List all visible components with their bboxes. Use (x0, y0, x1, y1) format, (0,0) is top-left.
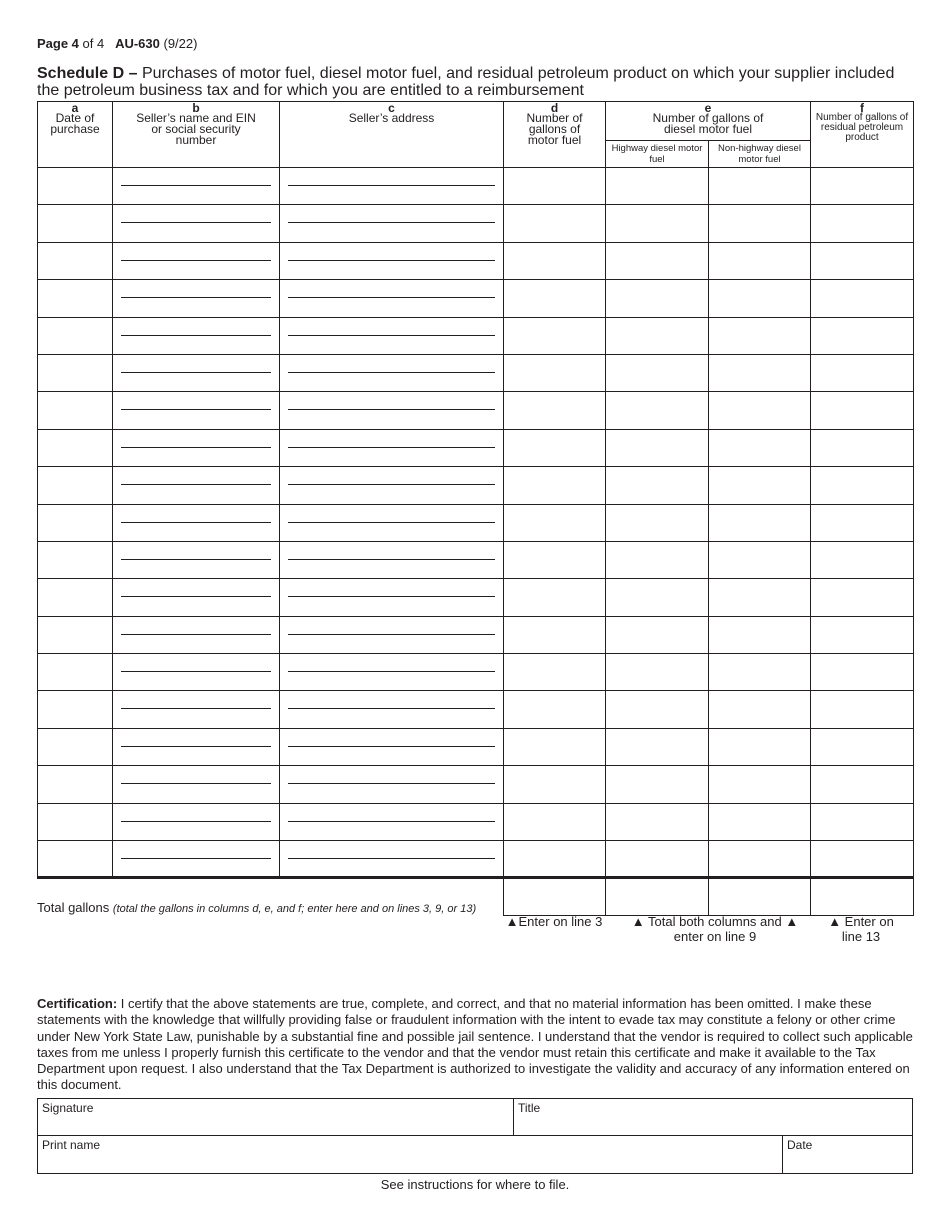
underline (288, 654, 495, 672)
seller-address-field[interactable] (280, 541, 504, 578)
motor-fuel-gallons-field[interactable] (504, 579, 606, 616)
date-of-purchase-field[interactable] (38, 766, 113, 803)
nonhighway-diesel-gallons-field[interactable] (709, 803, 811, 840)
motor-fuel-gallons-field[interactable] (504, 766, 606, 803)
nonhighway-diesel-gallons-field[interactable] (709, 392, 811, 429)
seller-address-field[interactable] (280, 205, 504, 242)
nonhighway-diesel-gallons-field[interactable] (709, 728, 811, 765)
highway-diesel-gallons-field[interactable] (606, 317, 709, 354)
table-row (38, 728, 914, 765)
motor-fuel-gallons-field[interactable] (504, 429, 606, 466)
highway-diesel-gallons-field[interactable] (606, 654, 709, 691)
title-field[interactable] (514, 1099, 912, 1135)
highway-diesel-gallons-field[interactable] (606, 616, 709, 653)
highway-diesel-gallons-field[interactable] (606, 766, 709, 803)
seller-name-field[interactable] (113, 579, 280, 616)
date-of-purchase-field[interactable] (38, 467, 113, 504)
seller-name-field[interactable] (113, 429, 280, 466)
motor-fuel-gallons-field[interactable] (504, 280, 606, 317)
form-revision: (9/22) (163, 36, 198, 51)
date-field[interactable] (783, 1136, 912, 1172)
residual-gallons-field[interactable] (811, 317, 914, 354)
seller-address-field[interactable] (280, 654, 504, 691)
table-row (38, 317, 914, 354)
motor-fuel-gallons-field[interactable] (504, 467, 606, 504)
col-e-header: e Number of gallons of diesel motor fuel (606, 102, 811, 141)
seller-name-field[interactable] (113, 541, 280, 578)
col-e-nonhighway-header: Non-highway diesel motor fuel (709, 141, 811, 168)
table-row (38, 205, 914, 242)
print-name-label: Print name (42, 1138, 101, 1152)
underline (121, 691, 271, 709)
motor-fuel-gallons-field[interactable] (504, 242, 606, 279)
seller-address-field[interactable] (280, 691, 504, 728)
highway-diesel-gallons-field[interactable] (606, 504, 709, 541)
date-of-purchase-field[interactable] (38, 841, 113, 878)
underline (121, 318, 271, 336)
underline (288, 542, 495, 560)
total-residual-field[interactable] (811, 878, 914, 916)
underline (121, 168, 271, 186)
highway-diesel-gallons-field[interactable] (606, 280, 709, 317)
enter-line-9: ▲ Total both columns and ▲ enter on line 9 (631, 914, 799, 944)
residual-gallons-field[interactable] (811, 429, 914, 466)
col-d-header: d Number of gallons of motor fuel (504, 102, 606, 168)
highway-diesel-gallons-field[interactable] (606, 541, 709, 578)
seller-address-field[interactable] (280, 766, 504, 803)
underline (288, 430, 495, 448)
underline (121, 467, 271, 485)
date-of-purchase-field[interactable] (38, 242, 113, 279)
col-f-header: f Number of gallons of residual petroleum product (811, 102, 914, 168)
residual-gallons-field[interactable] (811, 168, 914, 205)
date-of-purchase-field[interactable] (38, 354, 113, 391)
table-row (38, 841, 914, 878)
residual-gallons-field[interactable] (811, 616, 914, 653)
table-row (38, 803, 914, 840)
nonhighway-diesel-gallons-field[interactable] (709, 841, 811, 878)
seller-address-field[interactable] (280, 317, 504, 354)
date-of-purchase-field[interactable] (38, 616, 113, 653)
residual-gallons-field[interactable] (811, 841, 914, 878)
schedule-title-text: Purchases of motor fuel, diesel motor fuel, and residual petroleum product on which your supplier included the petroleum business tax and for which you are entitled to a reimbursement (37, 65, 895, 99)
highway-diesel-gallons-field[interactable] (606, 467, 709, 504)
nonhighway-diesel-gallons-field[interactable] (709, 654, 811, 691)
nonhighway-diesel-gallons-field[interactable] (709, 205, 811, 242)
highway-diesel-gallons-field[interactable] (606, 205, 709, 242)
underline (288, 841, 495, 859)
nonhighway-diesel-gallons-field[interactable] (709, 280, 811, 317)
residual-gallons-field[interactable] (811, 242, 914, 279)
table-row (38, 168, 914, 205)
underline (121, 430, 271, 448)
date-of-purchase-field[interactable] (38, 579, 113, 616)
table-row (38, 392, 914, 429)
nonhighway-diesel-gallons-field[interactable] (709, 579, 811, 616)
schedule-d-table (37, 101, 914, 916)
seller-name-field[interactable] (113, 354, 280, 391)
seller-name-field[interactable] (113, 392, 280, 429)
highway-diesel-gallons-field[interactable] (606, 354, 709, 391)
underline (121, 542, 271, 560)
underline (121, 355, 271, 373)
nonhighway-diesel-gallons-field[interactable] (709, 242, 811, 279)
seller-address-field[interactable] (280, 841, 504, 878)
seller-name-field[interactable] (113, 803, 280, 840)
date-of-purchase-field[interactable] (38, 280, 113, 317)
seller-name-field[interactable] (113, 317, 280, 354)
table-row (38, 354, 914, 391)
underline (121, 617, 271, 635)
highway-diesel-gallons-field[interactable] (606, 168, 709, 205)
schedule-title (37, 65, 917, 99)
enter-line-3: ▲Enter on line 3 (505, 914, 603, 929)
seller-address-field[interactable] (280, 429, 504, 466)
underline (288, 579, 495, 597)
residual-gallons-field[interactable] (811, 654, 914, 691)
seller-address-field[interactable] (280, 280, 504, 317)
date-of-purchase-field[interactable] (38, 728, 113, 765)
certification (37, 996, 913, 1094)
residual-gallons-field[interactable] (811, 803, 914, 840)
table-row (38, 280, 914, 317)
total-nonhighway-diesel-field[interactable] (709, 878, 811, 916)
col-e-highway-header: Highway diesel motor fuel (606, 141, 709, 168)
seller-name-field[interactable] (113, 841, 280, 878)
nonhighway-diesel-gallons-field[interactable] (709, 429, 811, 466)
underline (288, 243, 495, 261)
seller-name-field[interactable] (113, 616, 280, 653)
residual-gallons-field[interactable] (811, 280, 914, 317)
seller-address-field[interactable] (280, 616, 504, 653)
footer-note: See instructions for where to file. (380, 1177, 570, 1192)
seller-name-field[interactable] (113, 691, 280, 728)
table-row (38, 504, 914, 541)
underline (288, 467, 495, 485)
total-motor-fuel-field[interactable] (504, 878, 606, 916)
nonhighway-diesel-gallons-field[interactable] (709, 354, 811, 391)
seller-name-field[interactable] (113, 654, 280, 691)
highway-diesel-gallons-field[interactable] (606, 728, 709, 765)
table-row (38, 766, 914, 803)
underline (288, 691, 495, 709)
motor-fuel-gallons-field[interactable] (504, 354, 606, 391)
seller-name-field[interactable] (113, 168, 280, 205)
motor-fuel-gallons-field[interactable] (504, 691, 606, 728)
underline (121, 505, 271, 523)
date-of-purchase-field[interactable] (38, 317, 113, 354)
seller-name-field[interactable] (113, 280, 280, 317)
motor-fuel-gallons-field[interactable] (504, 728, 606, 765)
table-row (38, 616, 914, 653)
seller-name-field[interactable] (113, 504, 280, 541)
seller-address-field[interactable] (280, 467, 504, 504)
total-gallons-note: (total the gallons in columns d, e, and f; enter here and on lines 3, 9, or 13) (112, 903, 477, 915)
nonhighway-diesel-gallons-field[interactable] (709, 541, 811, 578)
page-header (37, 36, 197, 51)
table-row (38, 654, 914, 691)
page-number: Page 4 (37, 36, 79, 51)
underline (121, 243, 271, 261)
motor-fuel-gallons-field[interactable] (504, 841, 606, 878)
schedule-title-bold: Schedule D – (37, 65, 138, 82)
form-id: AU-630 (115, 36, 160, 51)
underline (121, 766, 271, 784)
certification-text: I certify that the above statements are true, complete, and correct, and that no material information has been omitted. I make these statements with the knowledge that willfully providing false or fraudulent information with the intent to evade tax may constitute a felony or other crime under New York State Law, punishable by a substantial fine and possible jail sentence. I understand that the vendor is required to collect such applicable taxes from me unless I properly furnish this certificate to the vendor and that the vendor must retain this certificate and make it available to the Tax Department upon request. I also understand that the Tax Department is authorized to investigate the validity and accuracy of any information entered on this document. (37, 996, 913, 1093)
total-gallons-label: Total gallons (total the gallons in columns d, e, and f; enter here and on lines 3, 9, or 13) (37, 900, 477, 915)
motor-fuel-gallons-field[interactable] (504, 616, 606, 653)
signature-label: Signature (42, 1101, 94, 1115)
signature-field[interactable] (38, 1099, 513, 1135)
residual-gallons-field[interactable] (811, 354, 914, 391)
enter-line-13: ▲ Enter on line 13 (828, 914, 894, 944)
table-row (38, 242, 914, 279)
nonhighway-diesel-gallons-field[interactable] (709, 317, 811, 354)
underline (288, 280, 495, 298)
signature-block (37, 1098, 913, 1174)
seller-address-field[interactable] (280, 242, 504, 279)
highway-diesel-gallons-field[interactable] (606, 841, 709, 878)
underline (121, 280, 271, 298)
underline (288, 766, 495, 784)
date-of-purchase-field[interactable] (38, 392, 113, 429)
underline (288, 355, 495, 373)
date-of-purchase-field[interactable] (38, 691, 113, 728)
nonhighway-diesel-gallons-field[interactable] (709, 616, 811, 653)
residual-gallons-field[interactable] (811, 579, 914, 616)
underline (121, 579, 271, 597)
underline (288, 392, 495, 410)
motor-fuel-gallons-field[interactable] (504, 392, 606, 429)
underline (288, 168, 495, 186)
page-total: of 4 (82, 36, 105, 51)
table-row (38, 467, 914, 504)
residual-gallons-field[interactable] (811, 467, 914, 504)
seller-address-field[interactable] (280, 803, 504, 840)
table-row (38, 541, 914, 578)
date-of-purchase-field[interactable] (38, 429, 113, 466)
col-a-header: a Date of purchase (38, 102, 113, 168)
nonhighway-diesel-gallons-field[interactable] (709, 168, 811, 205)
residual-gallons-field[interactable] (811, 691, 914, 728)
underline (121, 729, 271, 747)
seller-name-field[interactable] (113, 205, 280, 242)
residual-gallons-field[interactable] (811, 541, 914, 578)
motor-fuel-gallons-field[interactable] (504, 504, 606, 541)
seller-address-field[interactable] (280, 504, 504, 541)
nonhighway-diesel-gallons-field[interactable] (709, 467, 811, 504)
residual-gallons-field[interactable] (811, 392, 914, 429)
highway-diesel-gallons-field[interactable] (606, 392, 709, 429)
highway-diesel-gallons-field[interactable] (606, 242, 709, 279)
motor-fuel-gallons-field[interactable] (504, 541, 606, 578)
underline (121, 841, 271, 859)
table-row (38, 579, 914, 616)
underline (121, 804, 271, 822)
residual-gallons-field[interactable] (811, 504, 914, 541)
motor-fuel-gallons-field[interactable] (504, 205, 606, 242)
nonhighway-diesel-gallons-field[interactable] (709, 691, 811, 728)
underline (288, 729, 495, 747)
residual-gallons-field[interactable] (811, 766, 914, 803)
date-label: Date (787, 1138, 813, 1152)
col-c-header: c Seller’s address (280, 102, 504, 168)
underline (121, 392, 271, 410)
highway-diesel-gallons-field[interactable] (606, 579, 709, 616)
table-row (38, 691, 914, 728)
underline (288, 205, 495, 223)
residual-gallons-field[interactable] (811, 728, 914, 765)
print-name-field[interactable] (38, 1136, 782, 1172)
motor-fuel-gallons-field[interactable] (504, 168, 606, 205)
date-of-purchase-field[interactable] (38, 541, 113, 578)
seller-name-field[interactable] (113, 467, 280, 504)
seller-address-field[interactable] (280, 392, 504, 429)
underline (121, 205, 271, 223)
highway-diesel-gallons-field[interactable] (606, 803, 709, 840)
date-of-purchase-field[interactable] (38, 654, 113, 691)
date-of-purchase-field[interactable] (38, 504, 113, 541)
motor-fuel-gallons-field[interactable] (504, 803, 606, 840)
table-row (38, 429, 914, 466)
underline (288, 505, 495, 523)
title-label: Title (518, 1101, 541, 1115)
highway-diesel-gallons-field[interactable] (606, 691, 709, 728)
seller-address-field[interactable] (280, 354, 504, 391)
motor-fuel-gallons-field[interactable] (504, 654, 606, 691)
underline (288, 804, 495, 822)
seller-name-field[interactable] (113, 242, 280, 279)
residual-gallons-field[interactable] (811, 205, 914, 242)
seller-name-field[interactable] (113, 728, 280, 765)
date-of-purchase-field[interactable] (38, 205, 113, 242)
underline (288, 318, 495, 336)
certification-heading: Certification: (37, 996, 118, 1011)
highway-diesel-gallons-field[interactable] (606, 429, 709, 466)
date-of-purchase-field[interactable] (38, 803, 113, 840)
total-highway-diesel-field[interactable] (606, 878, 709, 916)
motor-fuel-gallons-field[interactable] (504, 317, 606, 354)
nonhighway-diesel-gallons-field[interactable] (709, 504, 811, 541)
col-b-header: b Seller’s name and EIN or social security number (113, 102, 280, 168)
underline (121, 654, 271, 672)
seller-address-field[interactable] (280, 579, 504, 616)
underline (288, 617, 495, 635)
nonhighway-diesel-gallons-field[interactable] (709, 766, 811, 803)
seller-address-field[interactable] (280, 168, 504, 205)
seller-name-field[interactable] (113, 766, 280, 803)
date-of-purchase-field[interactable] (38, 168, 113, 205)
seller-address-field[interactable] (280, 728, 504, 765)
